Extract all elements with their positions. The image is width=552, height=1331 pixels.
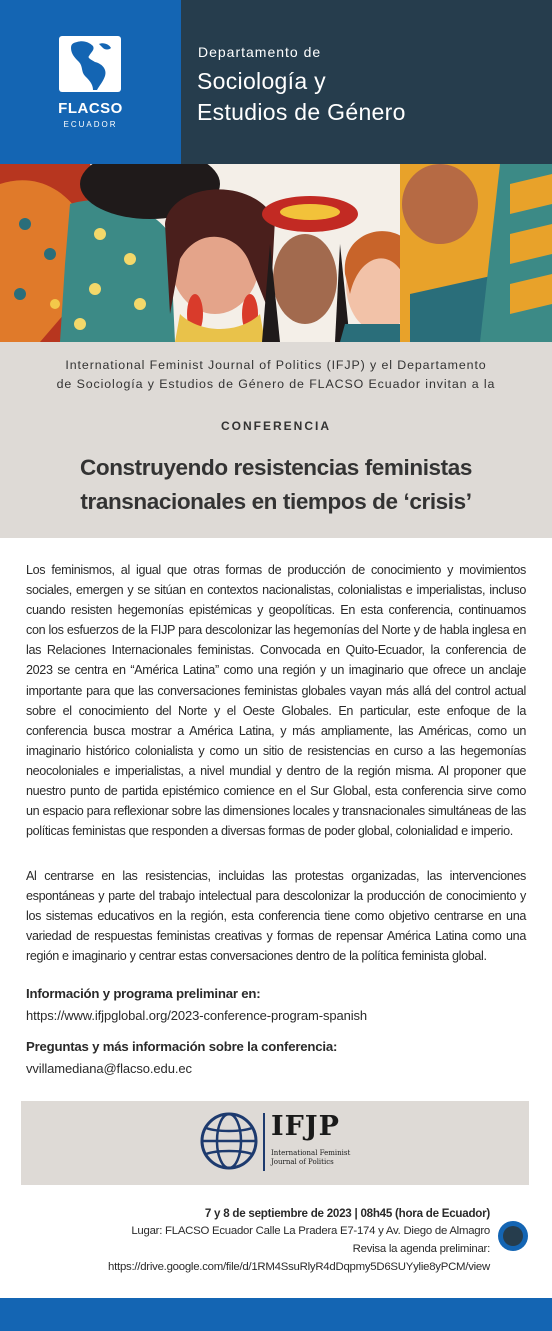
illustration-banner: [0, 164, 552, 342]
conference-label: CONFERENCIA: [220, 419, 331, 433]
department-name-line1: Sociología y: [197, 68, 326, 94]
ifjp-subtitle: [271, 1149, 361, 1167]
contact-email[interactable]: vvillamediana@flacso.edu.ec: [26, 1061, 192, 1076]
program-link[interactable]: https://www.ifjpglobal.org/2023-conference-program-spanish: [26, 1008, 368, 1023]
contact-heading: Preguntas y más información sobre la conferencia:: [26, 1039, 338, 1054]
logo-name: FLACSO: [58, 100, 123, 117]
department-name-line2: Estudios de Género: [197, 99, 406, 125]
ifjp-divider: [263, 1113, 265, 1171]
body-paragraph-1: Los feminismos, al igual que otras formas de producción de conocimiento y movimientos sociales, emergen y se sitúan en contextos nacionalistas, colonialistas e imperialistas, incluso cuando resisten hegemonías epistémicas y geopolíticas. En esta conferencia, continuamos con los esfuerzos de la FIJP para descolonizar las hegemonías del Norte y de habla inglesa en las Relaciones Internacionales feministas. Convocada en Quito-Ecuador, la conferencia de 2023 se centra en “América Latina” como una región y un imaginario que ofrece un anclaje importante para que las conversaciones feministas globales vayan más allá del control actual sobre el conocimiento del Norte y el Oeste Globales. En particular, este enfoque de la conferencia busca mostrar a América Latina, y más ampliamente, las Américas, como un imaginario histórico colonialista y como un sitio de resistencias en curso a las hegemonías neocoloniales e imperialistas, a nivel mundial y dentro de la región misma. Al proponer que nuestro punto de partida epistémico comience en el Sur Global, esta conferencia sirve como un espacio para reflexionar sobre las dimensiones locales y transnacionales simultáneas de las políticas feministas que responden a diversas formas de poder global, colonialidad e imperio.: [26, 563, 526, 839]
event-agenda-link[interactable]: https://drive.google.com/file/d/1RM4SsuRlyR4dDqpmy5D6SUYylie8yPCM/view: [108, 1261, 490, 1273]
ifjp-subtitle-line2: Journal of Politics: [271, 1158, 334, 1166]
event-date: 7 y 8 de septiembre de 2023 | 08h45 (hora de Ecuador): [204, 1207, 490, 1220]
women-illustration: [0, 164, 552, 342]
flacso-logo: [0, 0, 181, 164]
ifjp-name: IFJP: [271, 1111, 340, 1142]
intro-text: [30, 356, 522, 394]
decorative-dot-icon: [498, 1221, 528, 1251]
intro-line2: de Sociología y Estudios de Género de FLACSO Ecuador invitan a la: [56, 377, 496, 391]
header: [0, 0, 552, 164]
body-paragraph-2: Al centrarse en las resistencias, incluidas las protestas organizadas, las intervenciones espontáneas y parte del trabajo intelectual para descolonizar la producción de conocimiento y los sistemas educativos en la región, esta conferencia tiene como objetivo centrarse en una variedad de respuestas feministas creativas y formas de repensar América Latina como una región e imaginario y centrar estas conversaciones dentro de la política feminista global.: [26, 869, 526, 964]
americas-map-icon: [59, 36, 121, 92]
conference-title-line1: Construyendo resistencias feministas: [80, 455, 472, 480]
globe-icon: [197, 1111, 261, 1171]
logo-subtitle: ECUADOR: [63, 120, 118, 129]
ifjp-logo-box: [21, 1101, 529, 1185]
conference-title: [20, 451, 532, 519]
department-block: [181, 0, 552, 164]
department-label: Departamento de: [198, 44, 322, 60]
ifjp-subtitle-line1: International Feminist: [271, 1149, 351, 1157]
intro-line1: International Feminist Journal of Politics (IFJP) y el Departamento: [65, 358, 487, 372]
intro-panel: [0, 342, 552, 538]
footer-bar: [0, 1298, 552, 1331]
program-heading: Información y programa preliminar en:: [26, 986, 261, 1001]
event-agenda-label: Revisa la agenda preliminar:: [352, 1243, 490, 1255]
event-place: Lugar: FLACSO Ecuador Calle La Pradera E7-174 y Av. Diego de Almagro: [131, 1225, 490, 1237]
department-name: [197, 66, 406, 128]
conference-title-line2: transnacionales en tiempos de ‘crisis’: [80, 489, 472, 514]
